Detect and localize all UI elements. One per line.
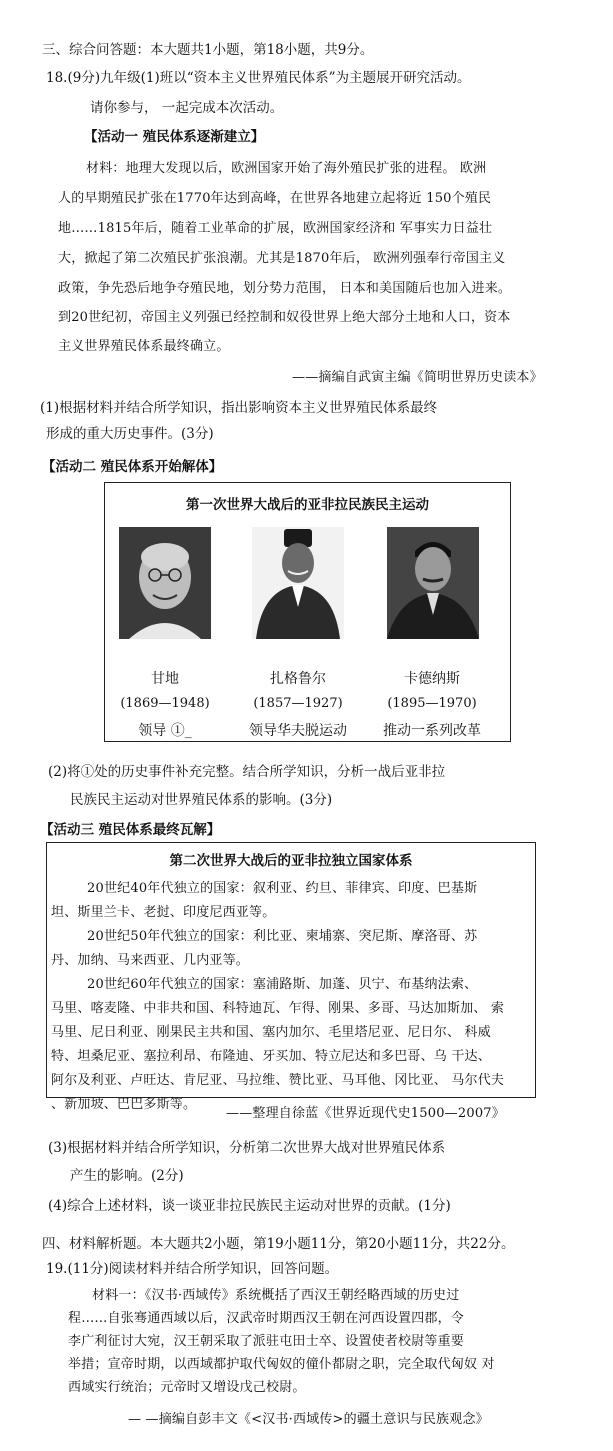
material-line: 主义世界殖民体系最终确立。 (58, 339, 230, 354)
section3-heading: 三、综合问答题：本大题共1小题，第18小题，共9分。 (42, 42, 374, 58)
figure-name: 扎格鲁尔 (270, 671, 326, 687)
activity1-title: 【活动一 殖民体系逐渐建立】 (84, 129, 265, 145)
box-line: 20世纪60年代独立的国家：塞浦路斯、加蓬、贝宁、布基纳法索、 (87, 977, 478, 992)
box-line: 坦、斯里兰卡、老挝、印度尼西亚等。 (51, 905, 276, 920)
question3-line2: 产生的影响。(2分) (70, 1168, 184, 1184)
figure-name: 卡德纳斯 (404, 671, 460, 687)
cardenas-portrait (387, 527, 479, 639)
gandhi-portrait (119, 527, 211, 639)
box-line: 马里、喀麦隆、中非共和国、科特迪瓦、乍得、刚果、多哥、马达加斯加、 索 (51, 1001, 505, 1016)
activity1-source: ——摘编自武寅主编《简明世界历史读本》 (292, 370, 543, 385)
material1-line: 举措；宣帝时期，以西域都护取代匈奴的僮仆都尉之职，完全取代匈奴 对 (68, 1357, 495, 1372)
box-line: 20世纪40年代独立的国家：叙利亚、约旦、菲律宾、印度、巴基斯 (87, 881, 478, 896)
activity2-title: 【活动二 殖民体系开始解体】 (42, 459, 223, 475)
figure-years: (1857—1927) (253, 696, 343, 711)
zaghlul-portrait (252, 527, 344, 639)
box-line: 丹、加纳、马来西亚、几内亚等。 (51, 953, 250, 968)
material1-line: 西域实行统治；元帝时又增设戊己校尉。 (68, 1380, 306, 1395)
question3-line1: (3)根据材料并结合所学知识，分析第二次世界大战对世界殖民体系 (48, 1140, 446, 1156)
figure-name: 甘地 (151, 671, 179, 687)
box-line: 马里、尼日利亚、刚果民主共和国、塞内加尔、毛里塔尼亚、尼日尔、 科威 (51, 1025, 491, 1040)
activity3-box (46, 842, 536, 1112)
section4-heading: 四、材料解析题。本大题共2小题，第19小题11分，第20小题11分，共22分。 (42, 1236, 515, 1252)
question1-line2: 形成的重大历史事件。(3分) (46, 426, 214, 442)
q18-intro: 18.(9分)九年级(1)班以“资本主义世界殖民体系”为主题展开研究活动。 (46, 70, 471, 86)
activity2-box-title: 第一次世界大战后的亚非拉民族民主运动 (186, 497, 429, 513)
figure-years: (1895—1970) (387, 696, 477, 711)
figure-years: (1869—1948) (120, 696, 210, 711)
figure-role: 推动一系列改革 (383, 723, 481, 739)
material1-line: 材料一：《汉书·西域传》系统概括了西汉王朝经略西域的历史过 (92, 1288, 460, 1303)
material-line: 材料：地理大发现以后，欧洲国家开始了海外殖民扩张的进程。 欧洲 (86, 161, 487, 176)
activity3-title: 【活动三 殖民体系最终瓦解】 (40, 822, 221, 838)
invite-text: 请你参与， 一起完成本次活动。 (90, 100, 284, 116)
box-line: 阿尔及利亚、卢旺达、肯尼亚、马拉维、赞比亚、马耳他、冈比亚、 马尔代夫 (51, 1073, 505, 1088)
material-line: 到20世纪初，帝国主义列强已经控制和奴役世界上绝大部分土地和人口，资本 (58, 310, 511, 325)
question2-line1: (2)将①处的历史事件补充完整。结合所学知识，分析一战后亚非拉 (48, 764, 446, 780)
material1-line: 程……自张骞通西域以后，汉武帝时期西汉王朝在河西设置四郡，令 (68, 1311, 465, 1326)
question1-line1: (1)根据材料并结合所学知识，指出影响资本主义世界殖民体系最终 (40, 400, 438, 416)
material-line: 大，掀起了第二次殖民扩张浪潮。尤其是1870年后， 欧洲列强奉行帝国主义 (58, 251, 506, 266)
material-line: 地……1815年后，随着工业革命的扩展，欧洲国家经济和 军事实力日益壮 (58, 221, 493, 236)
activity3-box-title: 第二次世界大战后的亚非拉独立国家体系 (169, 853, 413, 869)
material-line: 人的早期殖民扩张在1770年达到高峰，在世界各地建立起将近 150个殖民 (58, 191, 492, 206)
box-line: 特、坦桑尼亚、塞拉利昂、布隆迪、牙买加、特立尼达和多巴哥、乌 干达、 (51, 1049, 491, 1064)
material1-line: 李广利征讨大宛，汉王朝采取了派驻屯田士卒、设置使者校尉等重要 (68, 1334, 465, 1349)
figure-role: 领导 ①_ (138, 723, 192, 739)
question2-line2: 民族民主运动对世界殖民体系的影响。(3分) (70, 792, 333, 808)
question4: (4)综合上述材料，谈一谈亚非拉民族民主运动对世界的贡献。(1分) (48, 1198, 451, 1214)
material-line: 政策，争先恐后地争夺殖民地，划分势力范围， 日本和美国随后也加入进来。 (58, 281, 512, 296)
q19-intro: 19.(11分)阅读材料并结合所学知识，回答问题。 (46, 1261, 339, 1277)
activity2-box (104, 482, 511, 742)
activity3-source: ——整理自徐蓝《世界近现代史1500—2007》 (226, 1106, 505, 1121)
box-line: 20世纪50年代独立的国家：利比亚、柬埔寨、突尼斯、摩洛哥、苏 (87, 929, 478, 944)
material1-source: — —摘编自彭丰文《<汉书·西域传>的疆土意识与民族观念》 (128, 1412, 489, 1427)
figure-role: 领导华夫脱运动 (249, 723, 347, 739)
box-line: 、新加坡、巴巴多斯等。 (51, 1097, 197, 1112)
